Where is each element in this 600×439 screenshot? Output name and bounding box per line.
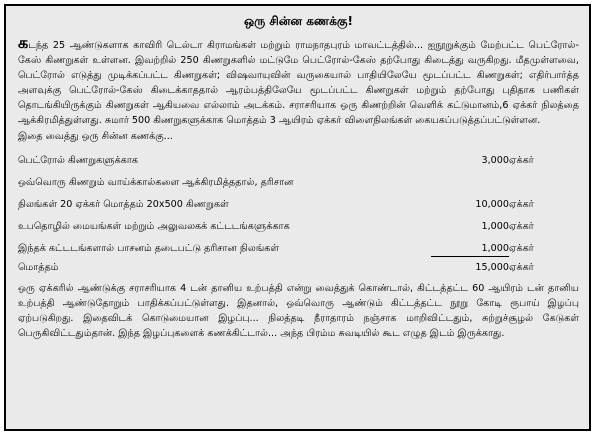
conclusion-paragraph: ஒரு ஏக்கரில் ஆண்டுக்கு சராசரியாக 4 டன் தானிய உற்பத்தி என்று வைத்துக் கொண்டால், கிட்டத்தட்ட 60 ஆயிரம் டன் தானிய உற்பத்தி ஆண்டுதோறும் பாதிக்கப்பட்டுள்ளது. இதனால், ஒவ்வொரு ஆண்டும் கிட்டத்தட்ட நூறு கோடி ரூபாய் இழப்பு ஏற்படுகிறது. இதைவிடக் கொடுமையான இழப்பு... நிலத்தடி நீராதாரம் நஞ்சாக மாறிவிட்டதும், சுற்றுச்சூழல் கேடுகள் பெருகிவிட்டதும்தான். இந்த இழப்புகளைக் கணக்கிட்டால்... அந்த பிரம்ம சுவடியில் கூட எழுத இடம் இருக்காது. xyxy=(18,282,579,339)
calc-row-unit xyxy=(509,168,579,190)
calc-row-unit: ஏக்கர் xyxy=(509,243,534,255)
drop-cap: க xyxy=(18,33,29,52)
calc-row-amount xyxy=(431,168,509,190)
calc-row-label: ஒவ்வொரு கிணறும் வாய்க்கால்களை ஆக்கிரமித்ததால், தரிசான xyxy=(18,176,294,188)
calc-total-unit: ஏக்கர் xyxy=(509,261,534,273)
calc-row-label: பெட்ரோல் கிணறுகளுக்காக xyxy=(18,154,139,166)
calc-row xyxy=(18,168,579,190)
calc-row-label: நிலங்கள் 20 ஏக்கர் மொத்தம் 20x500 கிணறுகள் xyxy=(18,198,229,210)
calc-row xyxy=(18,146,579,168)
calc-row-unit: ஏக்கர் xyxy=(509,220,534,232)
intro-text: டந்த 25 ஆண்டுகளாக காவிரி டெல்டா கிராமங்கள் மற்றும் ராமநாதபுரம் மாவட்டத்தில்... ஐநூறுக்கும் மேற்பட்ட பெட்ரோல்-கேஸ் கிணறுகள் உள்ளன. இவற்றில் 250 கிணறுகளில் மட்டுமே பெட்ரோல்-கேஸ் தற்போது கிடைத்து வருகிறது. மீதமுள்ளவை, பெட்ரோல் எடுத்து முடிக்கப்பட்ட கிணறுகள்; விஷவாயுவின் வருகையால் பாதியிலேயே மூடப்பட்ட கிணறுகள்; எதிர்பார்த்த அளவுக்கு பெட்ரோல்-கேஸ் கிடைக்காததால் ஆரம்பத்திலேயே மூடப்பட்ட கிணறுகள் மற்றும் தற்போது புதிதாக பணிகள் தொடங்கியிருக்கும் கிணறுகள் ஆகியவை எல்லாம் அடக்கம். சராசரியாக ஒரு கிணற்றின் வெளிக் கட்டுமானம்,6 ஏக்கர் நிலத்தை ஆக்கிரமித்துள்ளது. சுமார் 500 கிணறுகளுக்காக மொத்தம் 3 ஆயிரம் ஏக்கர் விளைநிலங்கள் கையகப்படுத்தப்பட்டுள்ளன. xyxy=(18,40,579,127)
calc-table xyxy=(18,146,579,275)
calc-row-unit: ஏக்கர் xyxy=(509,198,534,210)
calc-row-amount: 10,000 xyxy=(475,198,509,210)
calc-lead: இதை வைத்து ஒரு சின்ன கணக்கு... xyxy=(18,130,173,142)
article-box xyxy=(4,4,591,431)
calc-row-label: உபதொழில் மையங்கள் மற்றும் அலுவலகக் கட்டடங்களுக்காக xyxy=(18,220,290,232)
calc-row-amount: 1,000 xyxy=(481,220,509,232)
calc-total-row xyxy=(18,256,579,275)
calc-row-amount: 3,000 xyxy=(481,154,509,166)
calc-row-unit: ஏக்கர் xyxy=(509,154,534,166)
calc-total-amount: 15,000 xyxy=(431,256,509,275)
calc-row xyxy=(18,190,579,212)
intro-paragraph xyxy=(18,35,579,144)
calc-row-label: இந்தக் கட்டடங்களால் பாசனம் தடைபட்டு தரிசான நிலங்கள் xyxy=(18,243,280,255)
calc-row xyxy=(18,212,579,234)
calc-row xyxy=(18,234,579,257)
calc-total-label: மொத்தம் xyxy=(18,261,59,273)
article-title: ஒரு சின்ன கணக்கு! xyxy=(244,14,353,28)
calc-row-amount: 1,000 xyxy=(481,242,509,254)
